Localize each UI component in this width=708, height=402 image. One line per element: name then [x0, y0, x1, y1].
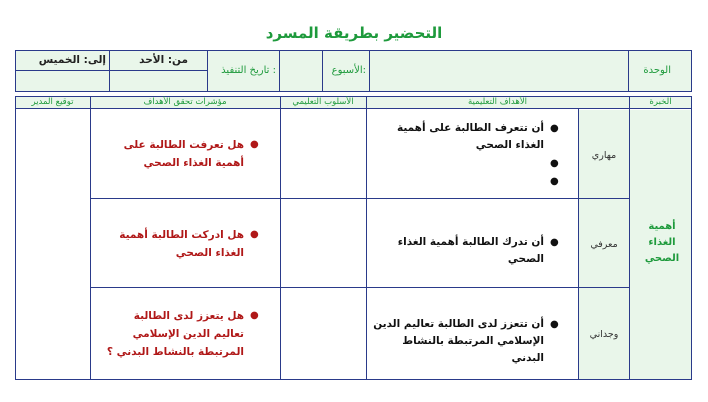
bullet-icon: ● [550, 123, 559, 134]
indicator-text: هل ادركت الطالبة أهمية الغذاء الصحي [119, 229, 244, 259]
row-divider [90, 198, 629, 199]
col-header-experience: الخبرة [649, 97, 672, 107]
bullet-icon: ● [550, 158, 559, 169]
indicator-text: هل يتعزز لدى الطالبة تعاليم الدين الإسلامي المرتبطة بالنشاط البدني ؟ [106, 310, 244, 358]
bullet-icon: ● [550, 176, 559, 187]
objective-text: أن تدرك الطالبة أهمية الغذاء الصحي [397, 236, 544, 265]
exec-date-value [279, 50, 323, 92]
from-label: من: الأحد [139, 54, 188, 66]
col-divider [90, 96, 91, 380]
col-divider [280, 96, 281, 380]
indicator-text: هل تعرفت الطالبة على أهمية الغذاء الصحي [123, 139, 244, 169]
row-divider [579, 198, 629, 199]
week-label: الأسبوع: [331, 65, 366, 76]
objective-text: أن تتعرف الطالبة على أهمية الغذاء الصحي [396, 122, 544, 151]
bullet-icon: ● [250, 229, 259, 240]
domain-affective: وجداني [589, 328, 619, 340]
col-header-indicators: مؤشرات تحقق الأهداف [143, 97, 227, 107]
domain-cognitive: معرفي [590, 238, 618, 250]
bullet-icon: ● [550, 319, 559, 330]
bullet-icon: ● [550, 237, 559, 248]
to-cell-empty [15, 70, 110, 92]
bullet-icon: ● [250, 310, 259, 321]
week-value [369, 50, 629, 92]
col-header-objectives: الأهداف التعليمية [467, 97, 528, 107]
to-label: إلى: الخميس [38, 54, 106, 66]
exec-date-label: تاريخ التنفيذ : [221, 65, 276, 76]
row-divider [579, 287, 629, 288]
col-divider [366, 96, 367, 380]
objective-text: أن تتعزز لدى الطالبة تعاليم الدين الإسلامي المرتبطة بالنشاط البدني [373, 318, 544, 364]
page-title: التحضير بطريقة المسرد [265, 24, 443, 42]
row-divider [90, 287, 629, 288]
experience-title: أهمية الغذاء الصحي [644, 221, 680, 264]
unit-label: الوحدة [643, 65, 671, 76]
col-header-signature: توقيع المدير [31, 97, 74, 107]
bullet-icon: ● [250, 139, 259, 150]
col-header-method: الأسلوب التعليمي [292, 97, 354, 107]
domain-skill: مهاري [591, 149, 617, 161]
from-cell-empty [109, 70, 208, 92]
